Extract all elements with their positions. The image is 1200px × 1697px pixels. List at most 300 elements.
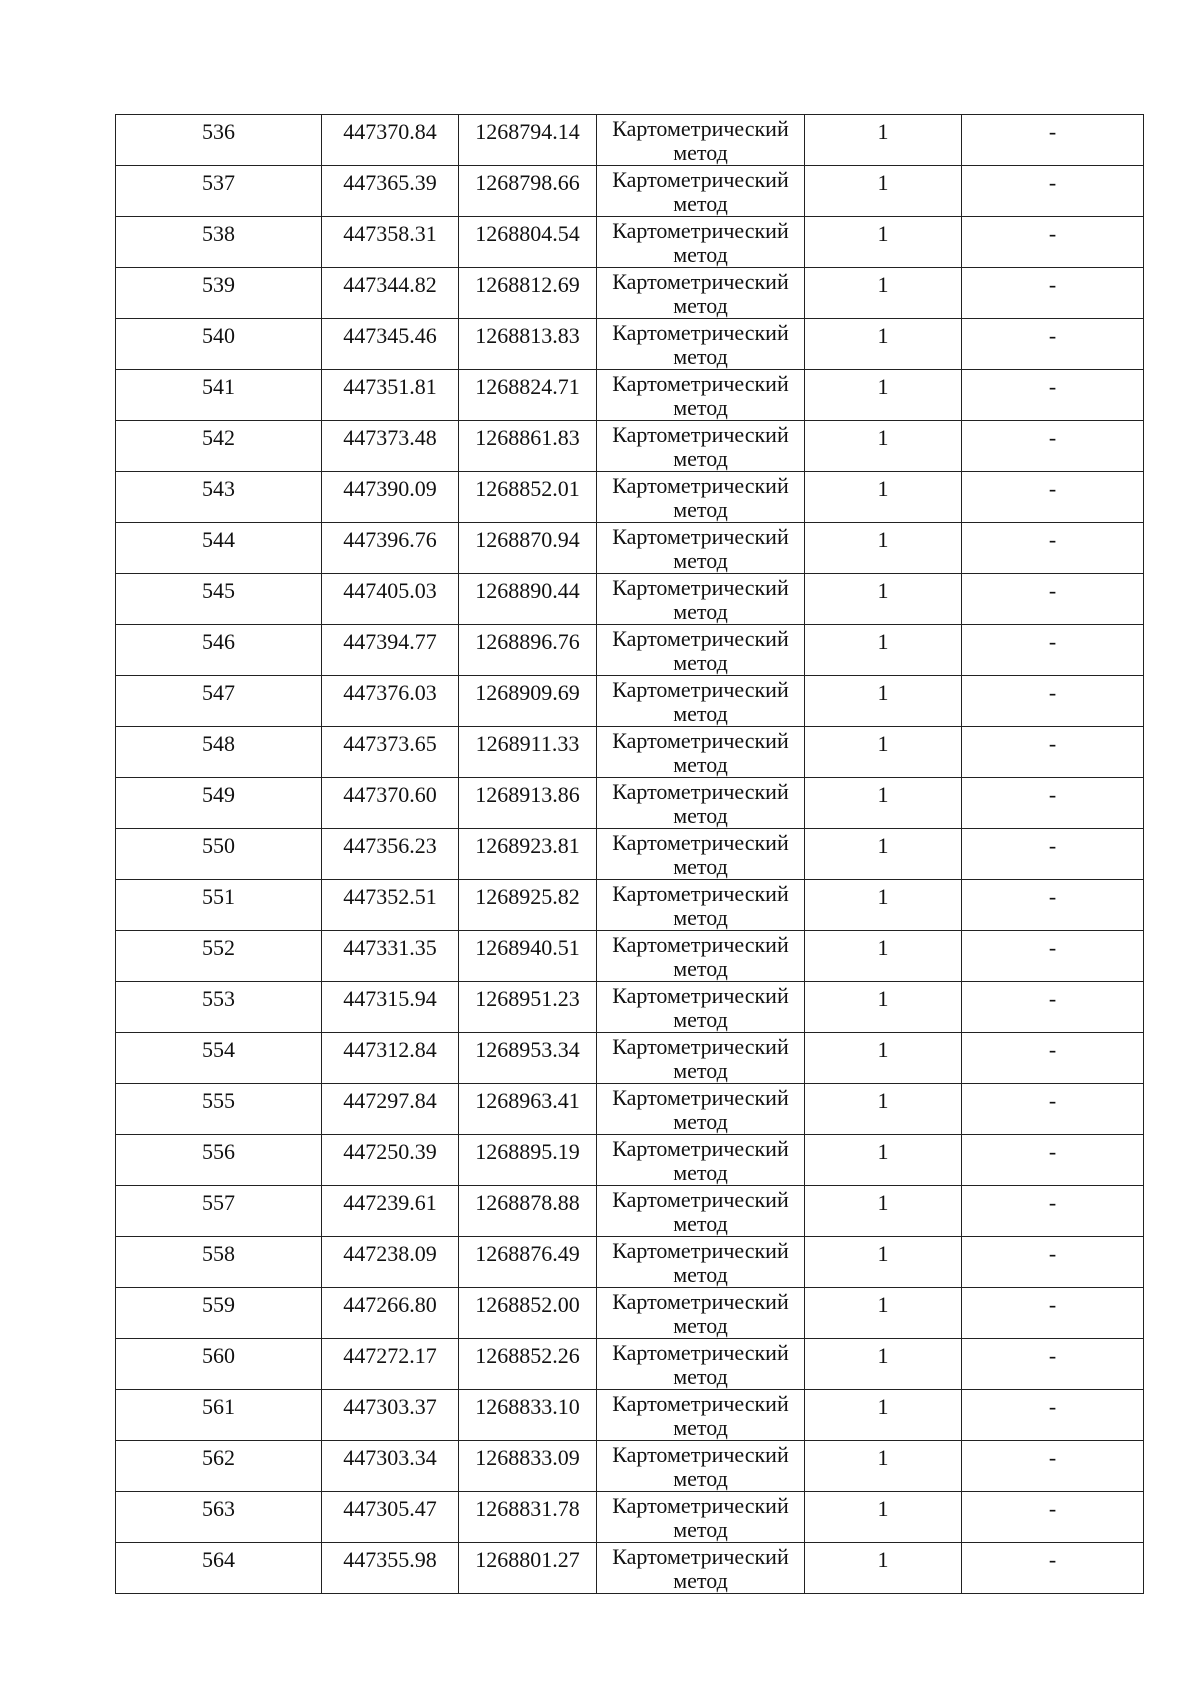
method-cell bbox=[597, 115, 805, 166]
description-cell bbox=[962, 625, 1144, 676]
method-cell-text: Картометрический метод bbox=[612, 116, 789, 165]
method-cell-text: Картометрический метод bbox=[612, 1238, 789, 1287]
table-row bbox=[116, 1084, 1144, 1135]
x-coordinate-cell bbox=[322, 1390, 459, 1441]
y-coordinate-cell bbox=[459, 880, 597, 931]
point-number-cell-text: 556 bbox=[202, 1139, 235, 1164]
y-coordinate-cell-text: 1268861.83 bbox=[475, 425, 580, 450]
method-cell bbox=[597, 472, 805, 523]
y-coordinate-cell-text: 1268833.10 bbox=[475, 1394, 580, 1419]
y-coordinate-cell bbox=[459, 115, 597, 166]
method-cell-text: Картометрический метод bbox=[612, 524, 789, 573]
table-row bbox=[116, 1441, 1144, 1492]
description-cell bbox=[962, 472, 1144, 523]
accuracy-cell-text: 1 bbox=[877, 1445, 889, 1470]
method-cell-text: Картометрический метод bbox=[612, 1136, 789, 1185]
description-cell-text: - bbox=[1048, 986, 1057, 1011]
accuracy-cell bbox=[805, 319, 962, 370]
accuracy-cell bbox=[805, 1186, 962, 1237]
x-coordinate-cell bbox=[322, 727, 459, 778]
description-cell-text: - bbox=[1048, 170, 1057, 195]
accuracy-cell-text: 1 bbox=[877, 731, 889, 756]
point-number-cell bbox=[116, 319, 322, 370]
description-cell bbox=[962, 676, 1144, 727]
y-coordinate-cell bbox=[459, 1288, 597, 1339]
method-cell-text: Картометрический метод bbox=[612, 1187, 789, 1236]
description-cell bbox=[962, 319, 1144, 370]
point-number-cell bbox=[116, 625, 322, 676]
method-cell-text: Картометрический метод bbox=[612, 728, 789, 777]
accuracy-cell bbox=[805, 982, 962, 1033]
point-number-cell bbox=[116, 217, 322, 268]
accuracy-cell bbox=[805, 829, 962, 880]
accuracy-cell-text: 1 bbox=[877, 833, 889, 858]
y-coordinate-cell bbox=[459, 472, 597, 523]
description-cell bbox=[962, 1084, 1144, 1135]
method-cell-text: Картометрический метод bbox=[612, 1085, 789, 1134]
method-cell-text: Картометрический метод bbox=[612, 218, 789, 267]
y-coordinate-cell-text: 1268953.34 bbox=[475, 1037, 580, 1062]
x-coordinate-cell bbox=[322, 421, 459, 472]
method-cell-text: Картометрический метод bbox=[612, 830, 789, 879]
accuracy-cell bbox=[805, 1339, 962, 1390]
description-cell bbox=[962, 1543, 1144, 1594]
x-coordinate-cell bbox=[322, 1033, 459, 1084]
x-coordinate-cell-text: 447396.76 bbox=[343, 527, 437, 552]
x-coordinate-cell-text: 447370.84 bbox=[343, 119, 437, 144]
x-coordinate-cell bbox=[322, 1288, 459, 1339]
description-cell bbox=[962, 166, 1144, 217]
y-coordinate-cell bbox=[459, 421, 597, 472]
y-coordinate-cell-text: 1268804.54 bbox=[475, 221, 580, 246]
accuracy-cell bbox=[805, 166, 962, 217]
description-cell bbox=[962, 421, 1144, 472]
y-coordinate-cell bbox=[459, 1441, 597, 1492]
method-cell-text: Картометрический метод bbox=[612, 1544, 789, 1593]
y-coordinate-cell-text: 1268963.41 bbox=[475, 1088, 580, 1113]
accuracy-cell bbox=[805, 472, 962, 523]
method-cell bbox=[597, 1390, 805, 1441]
description-cell-text: - bbox=[1048, 1139, 1057, 1164]
accuracy-cell-text: 1 bbox=[877, 476, 889, 501]
accuracy-cell bbox=[805, 931, 962, 982]
x-coordinate-cell-text: 447238.09 bbox=[343, 1241, 437, 1266]
point-number-cell-text: 540 bbox=[202, 323, 235, 348]
description-cell-text: - bbox=[1048, 527, 1057, 552]
accuracy-cell-text: 1 bbox=[877, 1037, 889, 1062]
table-row bbox=[116, 1033, 1144, 1084]
point-number-cell-text: 561 bbox=[202, 1394, 235, 1419]
x-coordinate-cell-text: 447405.03 bbox=[343, 578, 437, 603]
method-cell bbox=[597, 166, 805, 217]
description-cell bbox=[962, 574, 1144, 625]
description-cell-text: - bbox=[1048, 629, 1057, 654]
description-cell-text: - bbox=[1048, 1394, 1057, 1419]
description-cell-text: - bbox=[1048, 833, 1057, 858]
y-coordinate-cell-text: 1268852.01 bbox=[475, 476, 580, 501]
description-cell-text: - bbox=[1048, 935, 1057, 960]
point-number-cell-text: 546 bbox=[202, 629, 235, 654]
description-cell bbox=[962, 1186, 1144, 1237]
point-number-cell-text: 564 bbox=[202, 1547, 235, 1572]
y-coordinate-cell bbox=[459, 1390, 597, 1441]
point-number-cell-text: 548 bbox=[202, 731, 235, 756]
method-cell bbox=[597, 931, 805, 982]
x-coordinate-cell-text: 447351.81 bbox=[343, 374, 437, 399]
x-coordinate-cell bbox=[322, 319, 459, 370]
y-coordinate-cell-text: 1268794.14 bbox=[475, 119, 580, 144]
description-cell-text: - bbox=[1048, 1547, 1057, 1572]
description-cell-text: - bbox=[1048, 1343, 1057, 1368]
method-cell bbox=[597, 829, 805, 880]
x-coordinate-cell bbox=[322, 115, 459, 166]
method-cell bbox=[597, 1135, 805, 1186]
description-cell bbox=[962, 217, 1144, 268]
y-coordinate-cell bbox=[459, 1543, 597, 1594]
description-cell-text: - bbox=[1048, 782, 1057, 807]
point-number-cell bbox=[116, 829, 322, 880]
point-number-cell bbox=[116, 1543, 322, 1594]
method-cell-text: Картометрический метод bbox=[612, 575, 789, 624]
y-coordinate-cell-text: 1268812.69 bbox=[475, 272, 580, 297]
accuracy-cell bbox=[805, 574, 962, 625]
table-row bbox=[116, 319, 1144, 370]
point-number-cell bbox=[116, 931, 322, 982]
table-row bbox=[116, 625, 1144, 676]
table-row bbox=[116, 268, 1144, 319]
accuracy-cell bbox=[805, 1033, 962, 1084]
method-cell bbox=[597, 625, 805, 676]
description-cell bbox=[962, 880, 1144, 931]
point-number-cell bbox=[116, 778, 322, 829]
table-row bbox=[116, 1390, 1144, 1441]
point-number-cell-text: 541 bbox=[202, 374, 235, 399]
y-coordinate-cell bbox=[459, 268, 597, 319]
description-cell-text: - bbox=[1048, 1190, 1057, 1215]
accuracy-cell bbox=[805, 1492, 962, 1543]
y-coordinate-cell-text: 1268831.78 bbox=[475, 1496, 580, 1521]
y-coordinate-cell bbox=[459, 574, 597, 625]
accuracy-cell bbox=[805, 115, 962, 166]
y-coordinate-cell bbox=[459, 1033, 597, 1084]
description-cell bbox=[962, 1492, 1144, 1543]
accuracy-cell-text: 1 bbox=[877, 1139, 889, 1164]
table-row bbox=[116, 676, 1144, 727]
x-coordinate-cell-text: 447266.80 bbox=[343, 1292, 437, 1317]
accuracy-cell-text: 1 bbox=[877, 272, 889, 297]
coordinates-table bbox=[115, 114, 1144, 1594]
method-cell-text: Картометрический метод bbox=[612, 1442, 789, 1491]
x-coordinate-cell bbox=[322, 166, 459, 217]
description-cell-text: - bbox=[1048, 1292, 1057, 1317]
accuracy-cell-text: 1 bbox=[877, 1241, 889, 1266]
x-coordinate-cell bbox=[322, 931, 459, 982]
y-coordinate-cell bbox=[459, 319, 597, 370]
method-cell-text: Картометрический метод bbox=[612, 1493, 789, 1542]
accuracy-cell-text: 1 bbox=[877, 425, 889, 450]
method-cell bbox=[597, 217, 805, 268]
x-coordinate-cell bbox=[322, 1339, 459, 1390]
point-number-cell-text: 549 bbox=[202, 782, 235, 807]
x-coordinate-cell bbox=[322, 1441, 459, 1492]
description-cell bbox=[962, 1237, 1144, 1288]
table-row bbox=[116, 472, 1144, 523]
point-number-cell bbox=[116, 1339, 322, 1390]
accuracy-cell-text: 1 bbox=[877, 578, 889, 603]
accuracy-cell bbox=[805, 268, 962, 319]
x-coordinate-cell-text: 447358.31 bbox=[343, 221, 437, 246]
description-cell-text: - bbox=[1048, 680, 1057, 705]
description-cell bbox=[962, 931, 1144, 982]
point-number-cell bbox=[116, 472, 322, 523]
method-cell bbox=[597, 1033, 805, 1084]
description-cell bbox=[962, 1390, 1144, 1441]
description-cell bbox=[962, 1135, 1144, 1186]
method-cell-text: Картометрический метод bbox=[612, 1034, 789, 1083]
point-number-cell bbox=[116, 574, 322, 625]
x-coordinate-cell bbox=[322, 625, 459, 676]
accuracy-cell bbox=[805, 1135, 962, 1186]
x-coordinate-cell-text: 447355.98 bbox=[343, 1547, 437, 1572]
accuracy-cell bbox=[805, 1237, 962, 1288]
x-coordinate-cell-text: 447344.82 bbox=[343, 272, 437, 297]
table-row bbox=[116, 1492, 1144, 1543]
x-coordinate-cell-text: 447356.23 bbox=[343, 833, 437, 858]
point-number-cell bbox=[116, 421, 322, 472]
x-coordinate-cell bbox=[322, 982, 459, 1033]
accuracy-cell-text: 1 bbox=[877, 374, 889, 399]
point-number-cell bbox=[116, 1288, 322, 1339]
description-cell bbox=[962, 1288, 1144, 1339]
table-row bbox=[116, 829, 1144, 880]
point-number-cell bbox=[116, 166, 322, 217]
point-number-cell-text: 560 bbox=[202, 1343, 235, 1368]
method-cell-text: Картометрический метод bbox=[612, 473, 789, 522]
table-row bbox=[116, 217, 1144, 268]
y-coordinate-cell bbox=[459, 217, 597, 268]
description-cell-text: - bbox=[1048, 221, 1057, 246]
description-cell bbox=[962, 982, 1144, 1033]
method-cell bbox=[597, 982, 805, 1033]
y-coordinate-cell bbox=[459, 829, 597, 880]
point-number-cell bbox=[116, 727, 322, 778]
point-number-cell bbox=[116, 268, 322, 319]
accuracy-cell-text: 1 bbox=[877, 323, 889, 348]
y-coordinate-cell-text: 1268911.33 bbox=[475, 731, 580, 756]
x-coordinate-cell-text: 447373.48 bbox=[343, 425, 437, 450]
x-coordinate-cell-text: 447390.09 bbox=[343, 476, 437, 501]
y-coordinate-cell-text: 1268896.76 bbox=[475, 629, 580, 654]
y-coordinate-cell bbox=[459, 1237, 597, 1288]
point-number-cell bbox=[116, 880, 322, 931]
method-cell bbox=[597, 1441, 805, 1492]
x-coordinate-cell bbox=[322, 1492, 459, 1543]
y-coordinate-cell bbox=[459, 625, 597, 676]
accuracy-cell bbox=[805, 370, 962, 421]
table-row bbox=[116, 1237, 1144, 1288]
y-coordinate-cell bbox=[459, 1135, 597, 1186]
point-number-cell bbox=[116, 1186, 322, 1237]
accuracy-cell-text: 1 bbox=[877, 680, 889, 705]
y-coordinate-cell-text: 1268951.23 bbox=[475, 986, 580, 1011]
method-cell-text: Картометрический метод bbox=[612, 1391, 789, 1440]
method-cell-text: Картометрический метод bbox=[612, 371, 789, 420]
description-cell bbox=[962, 778, 1144, 829]
y-coordinate-cell bbox=[459, 982, 597, 1033]
y-coordinate-cell bbox=[459, 1186, 597, 1237]
description-cell bbox=[962, 829, 1144, 880]
method-cell-text: Картометрический метод bbox=[612, 1289, 789, 1338]
method-cell bbox=[597, 880, 805, 931]
accuracy-cell bbox=[805, 523, 962, 574]
x-coordinate-cell bbox=[322, 1543, 459, 1594]
description-cell-text: - bbox=[1048, 1037, 1057, 1062]
y-coordinate-cell-text: 1268925.82 bbox=[475, 884, 580, 909]
description-cell bbox=[962, 370, 1144, 421]
y-coordinate-cell bbox=[459, 1084, 597, 1135]
x-coordinate-cell bbox=[322, 676, 459, 727]
method-cell bbox=[597, 1186, 805, 1237]
point-number-cell-text: 554 bbox=[202, 1037, 235, 1062]
accuracy-cell-text: 1 bbox=[877, 1343, 889, 1368]
point-number-cell bbox=[116, 1390, 322, 1441]
y-coordinate-cell-text: 1268870.94 bbox=[475, 527, 580, 552]
description-cell bbox=[962, 1339, 1144, 1390]
table-row bbox=[116, 982, 1144, 1033]
description-cell bbox=[962, 1033, 1144, 1084]
accuracy-cell-text: 1 bbox=[877, 1496, 889, 1521]
method-cell-text: Картометрический метод bbox=[612, 932, 789, 981]
x-coordinate-cell-text: 447272.17 bbox=[343, 1343, 437, 1368]
table-row bbox=[116, 880, 1144, 931]
method-cell bbox=[597, 778, 805, 829]
method-cell bbox=[597, 1237, 805, 1288]
y-coordinate-cell-text: 1268824.71 bbox=[475, 374, 580, 399]
method-cell bbox=[597, 370, 805, 421]
table-row bbox=[116, 574, 1144, 625]
x-coordinate-cell bbox=[322, 523, 459, 574]
x-coordinate-cell-text: 447370.60 bbox=[343, 782, 437, 807]
y-coordinate-cell bbox=[459, 523, 597, 574]
point-number-cell bbox=[116, 1084, 322, 1135]
accuracy-cell-text: 1 bbox=[877, 884, 889, 909]
description-cell-text: - bbox=[1048, 272, 1057, 297]
x-coordinate-cell-text: 447297.84 bbox=[343, 1088, 437, 1113]
point-number-cell bbox=[116, 1033, 322, 1084]
point-number-cell-text: 542 bbox=[202, 425, 235, 450]
description-cell bbox=[962, 727, 1144, 778]
point-number-cell-text: 563 bbox=[202, 1496, 235, 1521]
x-coordinate-cell-text: 447376.03 bbox=[343, 680, 437, 705]
table-row bbox=[116, 166, 1144, 217]
accuracy-cell bbox=[805, 1441, 962, 1492]
y-coordinate-cell-text: 1268852.26 bbox=[475, 1343, 580, 1368]
description-cell-text: - bbox=[1048, 884, 1057, 909]
x-coordinate-cell-text: 447352.51 bbox=[343, 884, 437, 909]
x-coordinate-cell-text: 447394.77 bbox=[343, 629, 437, 654]
x-coordinate-cell-text: 447250.39 bbox=[343, 1139, 437, 1164]
accuracy-cell-text: 1 bbox=[877, 1394, 889, 1419]
x-coordinate-cell bbox=[322, 1237, 459, 1288]
x-coordinate-cell bbox=[322, 829, 459, 880]
x-coordinate-cell-text: 447365.39 bbox=[343, 170, 437, 195]
method-cell bbox=[597, 727, 805, 778]
point-number-cell-text: 551 bbox=[202, 884, 235, 909]
point-number-cell bbox=[116, 982, 322, 1033]
table-row bbox=[116, 778, 1144, 829]
y-coordinate-cell bbox=[459, 931, 597, 982]
y-coordinate-cell bbox=[459, 778, 597, 829]
point-number-cell bbox=[116, 523, 322, 574]
x-coordinate-cell bbox=[322, 1084, 459, 1135]
accuracy-cell-text: 1 bbox=[877, 221, 889, 246]
point-number-cell-text: 537 bbox=[202, 170, 235, 195]
x-coordinate-cell bbox=[322, 1186, 459, 1237]
y-coordinate-cell bbox=[459, 370, 597, 421]
method-cell-text: Картометрический метод bbox=[612, 1340, 789, 1389]
method-cell-text: Картометрический метод bbox=[612, 320, 789, 369]
table-row bbox=[116, 421, 1144, 472]
x-coordinate-cell-text: 447315.94 bbox=[343, 986, 437, 1011]
coordinates-table-body bbox=[116, 115, 1144, 1594]
x-coordinate-cell bbox=[322, 778, 459, 829]
accuracy-cell bbox=[805, 1543, 962, 1594]
point-number-cell-text: 547 bbox=[202, 680, 235, 705]
y-coordinate-cell-text: 1268801.27 bbox=[475, 1547, 580, 1572]
accuracy-cell bbox=[805, 727, 962, 778]
accuracy-cell-text: 1 bbox=[877, 1088, 889, 1113]
accuracy-cell-text: 1 bbox=[877, 629, 889, 654]
x-coordinate-cell bbox=[322, 574, 459, 625]
table-row bbox=[116, 1543, 1144, 1594]
description-cell bbox=[962, 1441, 1144, 1492]
method-cell-text: Картометрический метод bbox=[612, 167, 789, 216]
accuracy-cell-text: 1 bbox=[877, 782, 889, 807]
y-coordinate-cell-text: 1268798.66 bbox=[475, 170, 580, 195]
x-coordinate-cell bbox=[322, 217, 459, 268]
table-row bbox=[116, 1288, 1144, 1339]
x-coordinate-cell bbox=[322, 880, 459, 931]
point-number-cell-text: 544 bbox=[202, 527, 235, 552]
description-cell-text: - bbox=[1048, 374, 1057, 399]
x-coordinate-cell bbox=[322, 472, 459, 523]
y-coordinate-cell-text: 1268890.44 bbox=[475, 578, 580, 603]
point-number-cell-text: 536 bbox=[202, 119, 235, 144]
x-coordinate-cell bbox=[322, 1135, 459, 1186]
x-coordinate-cell-text: 447373.65 bbox=[343, 731, 437, 756]
point-number-cell bbox=[116, 1441, 322, 1492]
accuracy-cell bbox=[805, 676, 962, 727]
description-cell-text: - bbox=[1048, 1241, 1057, 1266]
description-cell-text: - bbox=[1048, 119, 1057, 144]
x-coordinate-cell-text: 447345.46 bbox=[343, 323, 437, 348]
accuracy-cell bbox=[805, 1288, 962, 1339]
table-row bbox=[116, 115, 1144, 166]
method-cell bbox=[597, 523, 805, 574]
accuracy-cell bbox=[805, 1084, 962, 1135]
accuracy-cell bbox=[805, 217, 962, 268]
description-cell-text: - bbox=[1048, 1445, 1057, 1470]
x-coordinate-cell-text: 447239.61 bbox=[343, 1190, 437, 1215]
point-number-cell bbox=[116, 1237, 322, 1288]
description-cell-text: - bbox=[1048, 1088, 1057, 1113]
method-cell bbox=[597, 1492, 805, 1543]
y-coordinate-cell bbox=[459, 166, 597, 217]
point-number-cell-text: 543 bbox=[202, 476, 235, 501]
method-cell-text: Картометрический метод bbox=[612, 779, 789, 828]
point-number-cell-text: 539 bbox=[202, 272, 235, 297]
point-number-cell bbox=[116, 370, 322, 421]
